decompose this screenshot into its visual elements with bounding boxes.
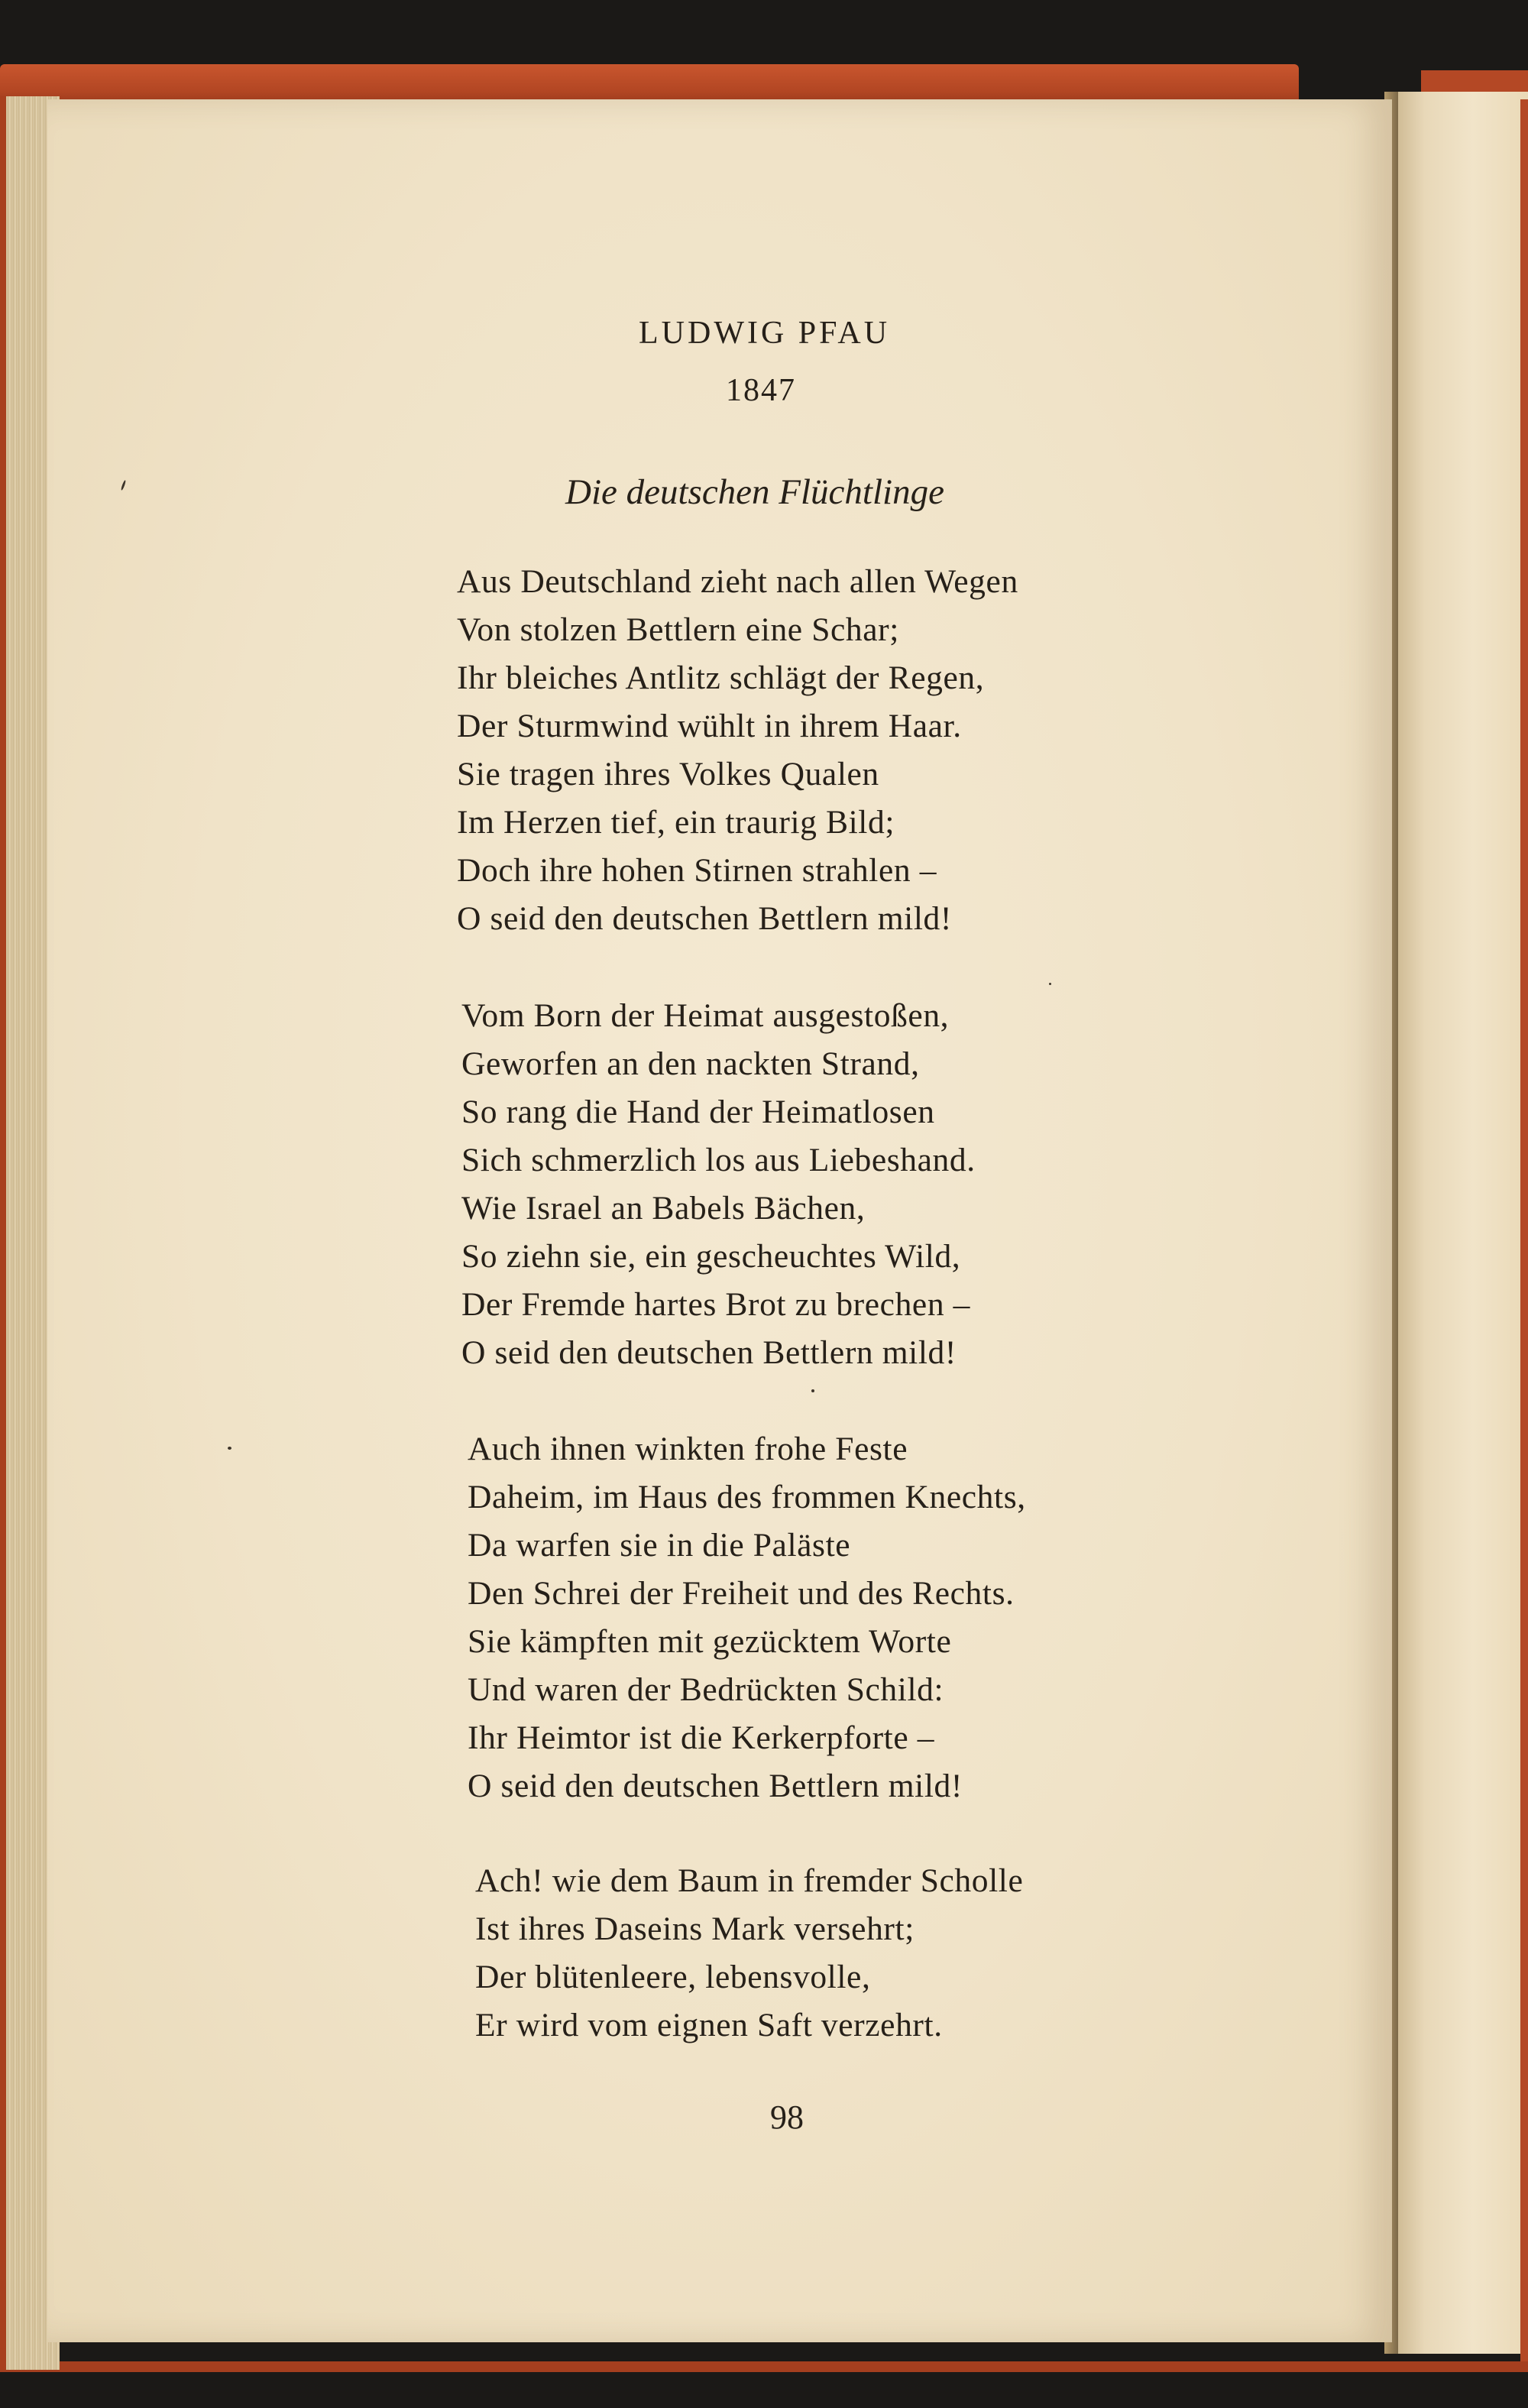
poem-line: Geworfen an den nackten Strand, (461, 1045, 920, 1082)
author-heading: LUDWIG PFAU (639, 316, 891, 351)
paper-speck (811, 1389, 814, 1392)
poem-line: Da warfen sie in die Paläste (468, 1527, 851, 1564)
poem-line: Auch ihnen winkten frohe Feste (468, 1431, 908, 1467)
stanza-3 (468, 1425, 1026, 1810)
poem-line: Sie tragen ihres Volkes Qualen (457, 756, 879, 792)
book-cover-right-edge (1520, 99, 1528, 2361)
stanza-2 (461, 992, 976, 1377)
paper-speck (228, 1447, 231, 1450)
poem-line: Und waren der Bedrückten Schild: (468, 1671, 944, 1708)
poem-line: Den Schrei der Freiheit und des Rechts. (468, 1575, 1015, 1612)
poem-line: Vom Born der Heimat ausgestoßen, (461, 997, 950, 1034)
page-number: 98 (770, 2098, 804, 2136)
poem-line: Der Sturmwind wühlt in ihrem Haar. (457, 708, 962, 744)
poem-line: Er wird vom eignen Saft verzehrt. (475, 2007, 943, 2043)
paper-speck (1049, 983, 1051, 985)
poem-line: O seid den deutschen Bettlern mild! (461, 1334, 957, 1371)
poem-line: Ist ihres Daseins Mark versehrt; (475, 1911, 915, 1947)
poem-line: Im Herzen tief, ein traurig Bild; (457, 804, 895, 841)
poem-line: So rang die Hand der Heimatlosen (461, 1094, 935, 1130)
stanza-1 (457, 558, 1018, 943)
poem-line: Wie Israel an Babels Bächen, (461, 1190, 866, 1227)
stanza-4 (475, 1857, 1023, 2050)
poem-line: Ihr Heimtor ist die Kerkerpforte – (468, 1719, 935, 1756)
poem-line: Daheim, im Haus des frommen Knechts, (468, 1479, 1026, 1515)
poem-line: So ziehn sie, ein gescheuchtes Wild, (461, 1238, 961, 1275)
poem-line: O seid den deutschen Bettlern mild! (457, 900, 952, 937)
poem-line: Sich schmerzlich los aus Liebeshand. (461, 1142, 976, 1178)
facing-page-edge (1390, 92, 1528, 2354)
poem-line: Der blütenleere, lebensvolle, (475, 1959, 871, 1995)
poem-title: Die deutschen Flüchtlinge (565, 472, 944, 512)
poem-line: Aus Deutschland zieht nach allen Wegen (457, 563, 1018, 600)
poem-line: Sie kämpften mit gezücktem Worte (468, 1623, 952, 1660)
poem-line: O seid den deutschen Bettlern mild! (468, 1768, 963, 1804)
poem-line: Von stolzen Bettlern eine Schar; (457, 611, 899, 648)
book-cover-bottom-edge (0, 2361, 1528, 2372)
poem-line: Ihr bleiches Antlitz schlägt der Regen, (457, 660, 985, 696)
poem-line: Doch ihre hohen Stirnen strahlen – (457, 852, 937, 889)
poem-line: Ach! wie dem Baum in fremder Scholle (475, 1862, 1024, 1899)
poem-line: Der Fremde hartes Brot zu brechen – (461, 1286, 971, 1323)
year-heading: 1847 (726, 373, 796, 408)
